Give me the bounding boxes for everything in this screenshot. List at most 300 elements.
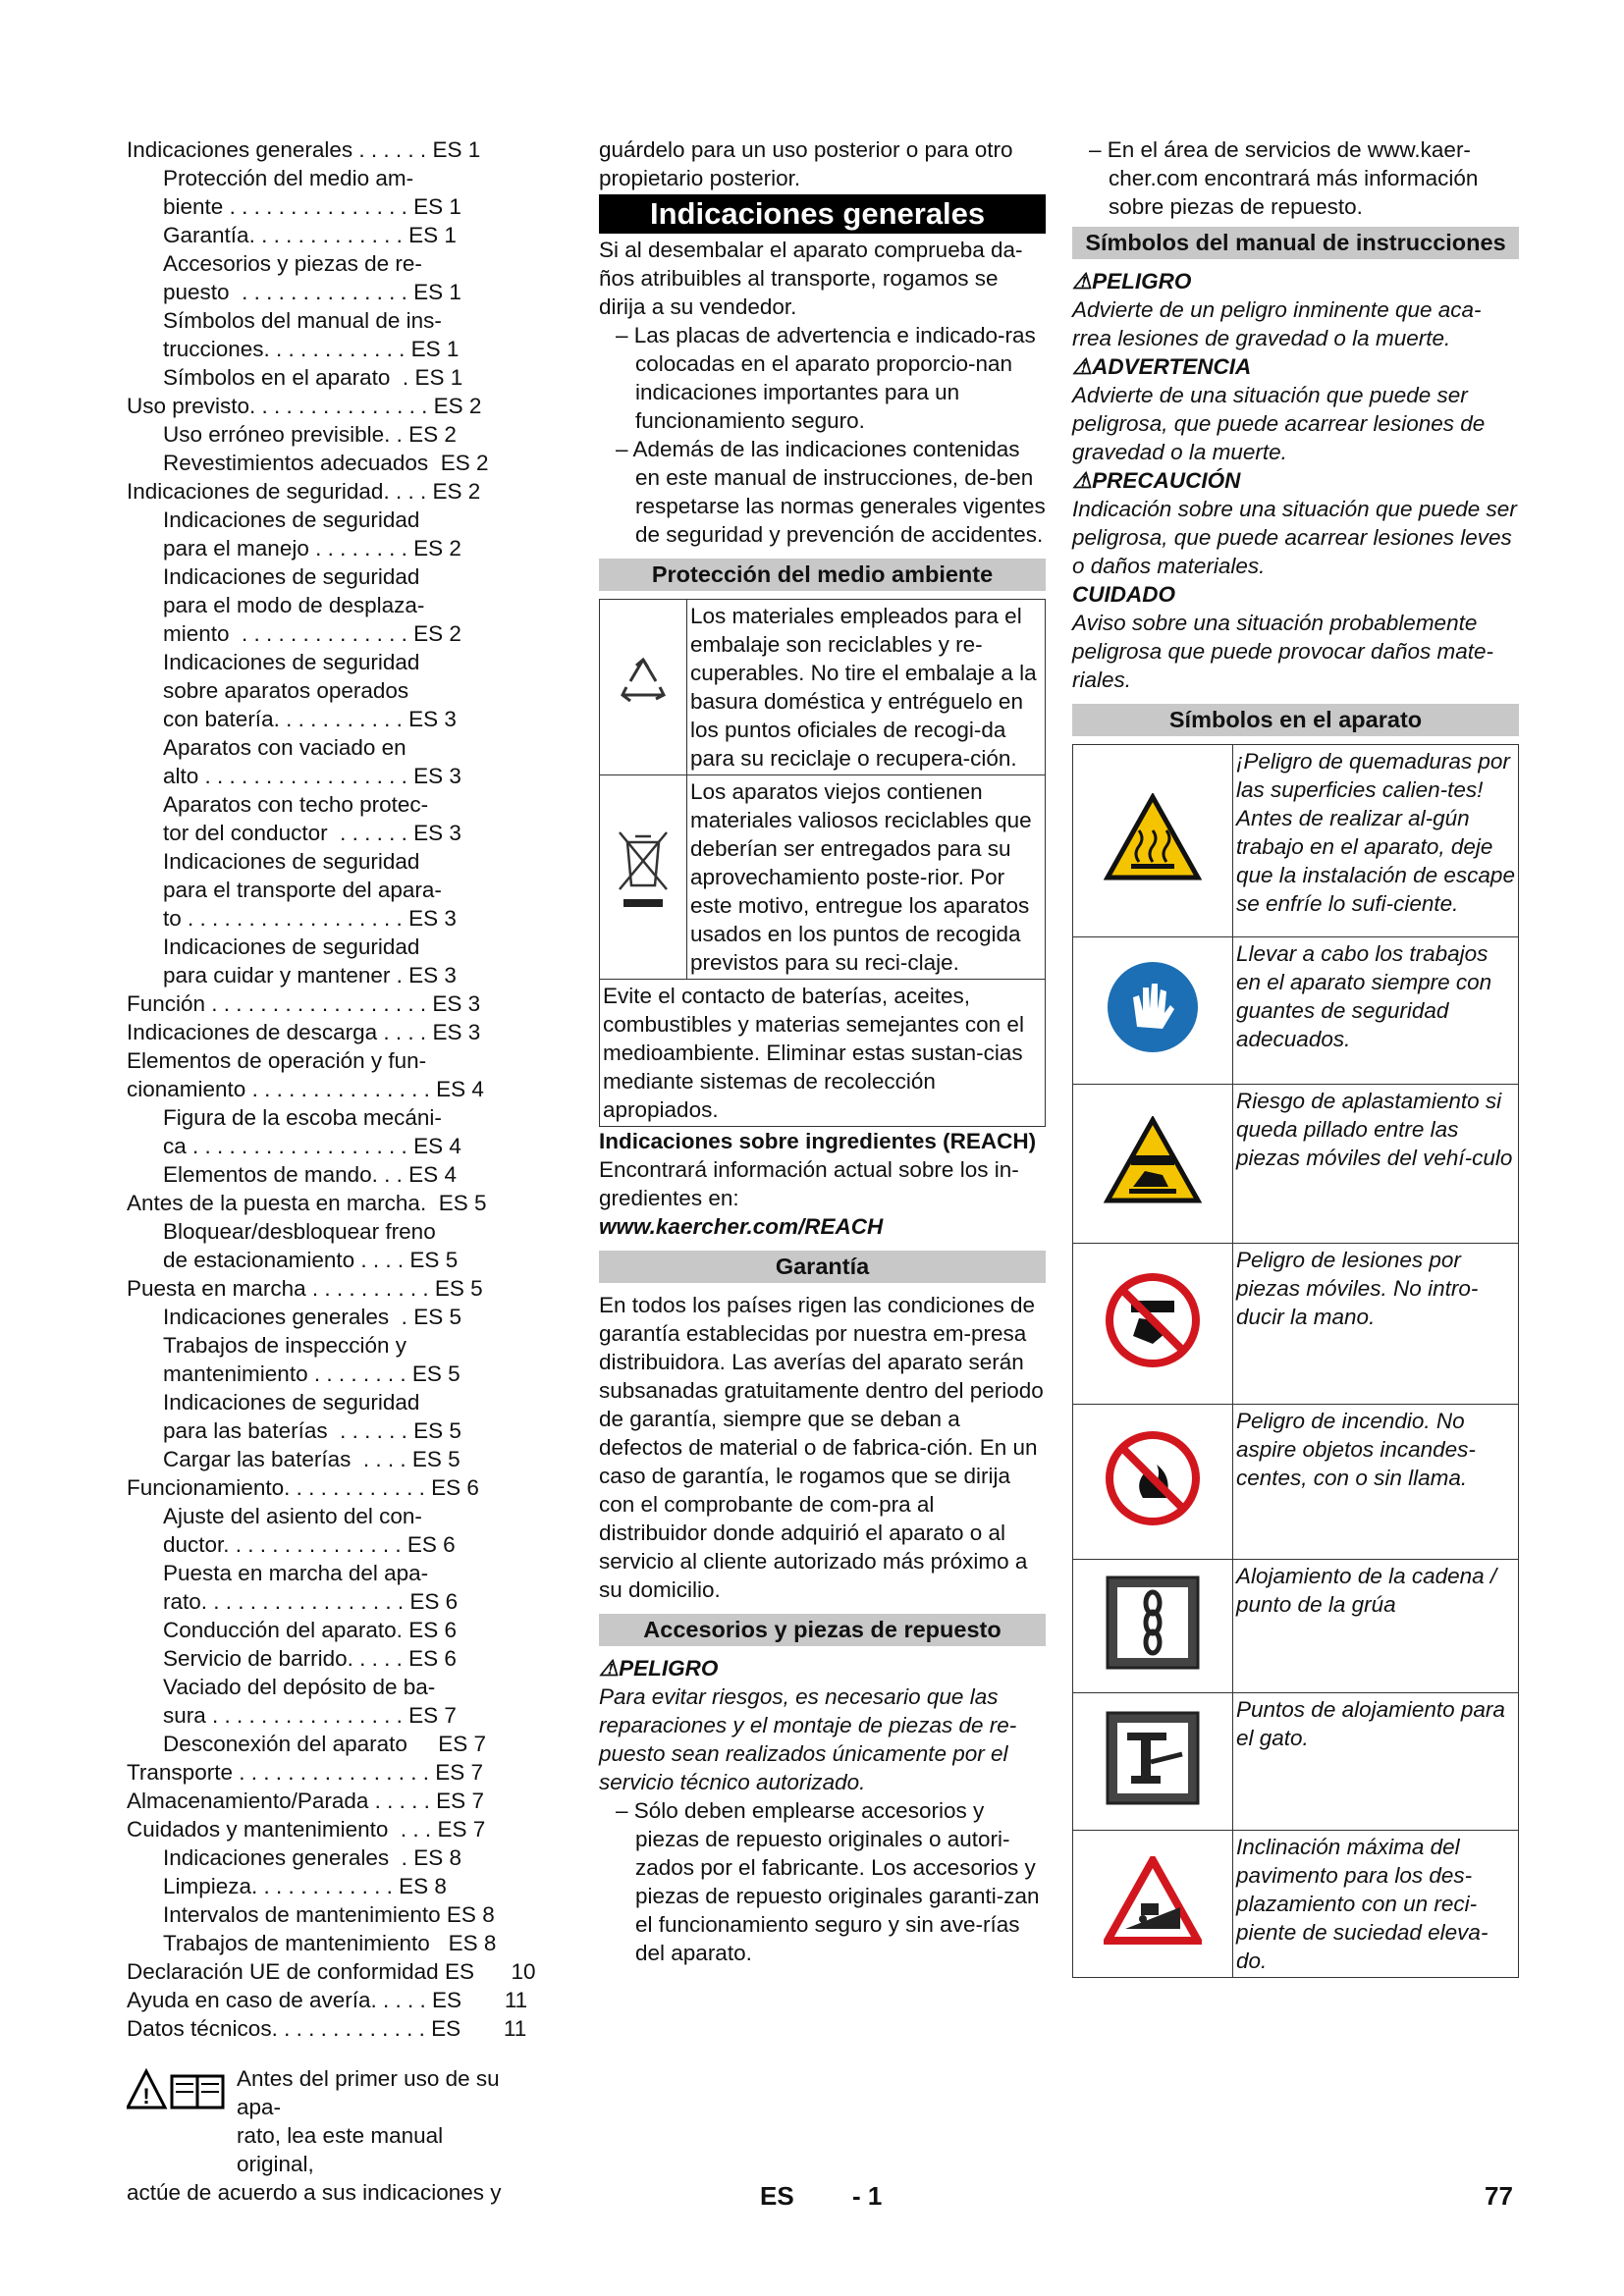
toc-entry-label: rato: [163, 1589, 201, 1614]
symbol-text: Alojamiento de la cadena / punto de la grúa: [1233, 1560, 1519, 1693]
toc-entry-dots: . . . .: [351, 1447, 406, 1471]
warning-triangle-icon: ⚠: [1072, 354, 1093, 379]
environment-table: [599, 599, 1046, 1127]
toc-entry[interactable]: [127, 989, 510, 1018]
toc-entry-page: ES 2: [433, 394, 482, 418]
cuidado-text: Aviso sobre una situación probablemente peligrosa que puede provocar daños mate-riales.: [1072, 611, 1494, 692]
toc-entry-label: Cargar las baterías: [163, 1447, 352, 1471]
toc-entry-label: Conducción del aparato: [163, 1618, 397, 1642]
symbol-row: [1073, 1560, 1519, 1693]
toc-entry-dots: . . . . . . . . . . . . . .: [229, 621, 407, 646]
toc-entry-page: ES 8: [399, 1874, 447, 1898]
toc-entry-label: sobre aparatos operados: [163, 678, 409, 703]
toc-entry[interactable]: [127, 1843, 510, 1872]
toc-entry-label: Símbolos del manual de ins-: [163, 308, 442, 333]
precaucion-text: Indicación sobre una situación que puede ser peligrosa, que puede acarrear lesiones leves o daños materiales.: [1072, 497, 1517, 578]
toc-entry-label: Funcionamiento: [127, 1475, 285, 1500]
toc-entry[interactable]: [127, 1502, 510, 1530]
toc-entry-page: ES 4: [413, 1134, 461, 1158]
toc-entry-page: ES 1: [413, 280, 461, 304]
reach-title: Indicaciones sobre ingredientes (REACH): [599, 1129, 1037, 1153]
peligro-text: Advierte de un peligro inminente que aca-rrea lesiones de gravedad o la muerte.: [1072, 297, 1482, 350]
toc-entry-label: Indicaciones de seguridad: [163, 564, 420, 589]
toc-entry-page: ES 11: [431, 2016, 527, 2041]
symbol-text: Puntos de alojamiento para el gato.: [1233, 1693, 1519, 1831]
toc-entry[interactable]: [127, 506, 510, 534]
general-bullet-2: – Además de las indicaciones contenidas en este manual de instrucciones, de-ben respetarse las normas generales vigentes de seguridad y prevención de accidentes.: [616, 437, 1046, 547]
column-3: [1072, 135, 1519, 1978]
toc-entry[interactable]: [127, 1075, 510, 1103]
toc-entry-label: Trabajos de mantenimiento: [163, 1931, 430, 1955]
toc-entry[interactable]: [127, 278, 510, 306]
toc-entry-page: ES 4: [408, 1162, 457, 1187]
toc-entry-label: ductor: [163, 1532, 224, 1557]
continued-text-1: guárdelo para un uso posterior o para otro: [599, 137, 1013, 162]
toc-entry-dots: . . . . . .: [352, 137, 427, 162]
toc-entry[interactable]: [127, 477, 510, 506]
toc-entry[interactable]: [127, 1701, 510, 1730]
toc-entry[interactable]: [127, 1900, 510, 1929]
toc-entry-page: ES 6: [409, 1589, 459, 1614]
footer-local-page: - 1: [852, 2181, 883, 2211]
warning-triangle-icon: ⚠: [599, 1656, 620, 1681]
toc-entry-label: para cuidar y mantener: [163, 963, 391, 988]
warning-and-manual-icon: [127, 2068, 233, 2111]
warning-triangle-icon: ⚠: [1072, 468, 1093, 493]
environment-row: [600, 980, 1046, 1127]
toc-entry-dots: . . . . . . . . . . . .: [263, 337, 406, 361]
toc-entry-dots: . . .: [388, 1817, 432, 1842]
reach-link[interactable]: www.kaercher.com/REACH: [599, 1214, 884, 1239]
toc-entry-label: ca: [163, 1134, 187, 1158]
toc-entry[interactable]: [127, 1360, 510, 1388]
toc-entry[interactable]: [127, 1303, 510, 1331]
toc-entry[interactable]: [127, 1132, 510, 1160]
toc-entry-dots: . . . . .: [347, 1646, 403, 1671]
toc-entry-page: ES 1: [410, 337, 460, 361]
symbol-text: Peligro de incendio. No aspire objetos incandes-centes, con o sin llama.: [1233, 1405, 1519, 1560]
symbol-text: Peligro de lesiones por piezas móviles. No intro-ducir la mano.: [1233, 1244, 1519, 1405]
toc-entry-page: ES 1: [413, 194, 461, 219]
environment-old-devices-text: Los aparatos viejos contienen materiales valiosos reciclables que deberían ser entregados para su aprovechamiento poste-rior. Por este motivo, entregue los aparatos usados en los puntos de recogida previstos para su reci-claje.: [687, 775, 1046, 980]
accessories-danger-label: ⚠PELIGRO: [599, 1656, 719, 1681]
toc-entry[interactable]: [127, 733, 510, 762]
toc-entry-label: Aparatos con vaciado en: [163, 735, 406, 760]
symbol-row: [1073, 745, 1519, 937]
toc-entry[interactable]: [127, 1388, 510, 1416]
toc-entry-dots: .: [390, 963, 403, 988]
toc-entry-page: ES 2: [440, 451, 489, 475]
toc-entry-label: Transporte: [127, 1760, 233, 1785]
toc-entry-page: ES 3: [408, 906, 457, 931]
table-of-contents: [127, 135, 536, 2207]
toc-entry-label: Uso erróneo previsible: [163, 422, 385, 447]
toc-entry-page: ES 8: [448, 1931, 497, 1955]
toc-entry[interactable]: [127, 1416, 510, 1445]
toc-entry-label: Datos técnicos: [127, 2016, 272, 2041]
column-2: [599, 135, 1046, 1967]
toc-entry-page: ES 6: [406, 1532, 456, 1557]
toc-list: [127, 135, 536, 2043]
toc-entry[interactable]: [127, 449, 510, 477]
toc-entry-label: biente: [163, 194, 224, 219]
toc-entry-page: ES 3: [408, 963, 457, 988]
cuidado-label: CUIDADO: [1072, 582, 1175, 607]
toc-entry[interactable]: [127, 961, 510, 989]
toc-entry[interactable]: [127, 819, 510, 847]
toc-entry-label: to: [163, 906, 182, 931]
toc-entry-label: Aparatos con techo protec-: [163, 792, 429, 817]
service-bullet: – En el área de servicios de www.kaer-cher.com encontrará más información sobre piezas de repuesto.: [1089, 137, 1479, 219]
toc-entry-page: ES 8: [413, 1845, 461, 1870]
toc-entry-dots: . . . . . . . . . . . . . . .: [223, 194, 407, 219]
toc-entry-label: Indicaciones de seguridad: [163, 650, 420, 674]
accessories-bullet-1: – Sólo deben emplearse accesorios y piezas de repuesto originales o autori-zados por el fabricante. Los accesorios y piezas de repuesto originales garanti-zan el funcionamiento seguro y sin ave-rías del aparato.: [616, 1798, 1040, 1965]
toc-entry-label: Ayuda en caso de avería: [127, 1988, 371, 2012]
toc-entry[interactable]: [127, 1189, 510, 1217]
toc-entry[interactable]: [127, 1217, 510, 1246]
toc-entry[interactable]: [127, 1872, 510, 1900]
environment-row: [600, 775, 1046, 980]
toc-entry[interactable]: [127, 2014, 527, 2043]
toc-entry-dots: . . .: [371, 1162, 403, 1187]
toc-entry[interactable]: [127, 1815, 510, 1843]
toc-entry-label: con batería: [163, 707, 274, 731]
toc-entry-dots: .: [390, 365, 409, 390]
toc-entry-label: Puesta en marcha del apa-: [163, 1561, 429, 1585]
section-heading-accessories: Accesorios y piezas de repuesto: [599, 1614, 1046, 1646]
toc-entry-label: para el modo de desplaza-: [163, 593, 425, 617]
toc-entry-label: Accesorios y piezas de re-: [163, 251, 422, 276]
toc-entry-label: Intervalos de mantenimiento: [163, 1902, 441, 1927]
toc-entry-dots: . . . . . . . . . . . . . .: [229, 280, 407, 304]
toc-entry-page: ES 7: [438, 1732, 486, 1756]
toc-entry-dots: . . . . . . . . . . . . . . . . . .: [181, 906, 403, 931]
toc-entry-dots: . . . .: [354, 1248, 405, 1272]
toc-entry[interactable]: [127, 1274, 510, 1303]
toc-entry-label: Indicaciones de seguridad: [163, 849, 420, 874]
toc-entry-page: ES 1: [432, 137, 481, 162]
toc-entry-dots: [407, 1732, 432, 1756]
toc-entry[interactable]: [127, 306, 510, 335]
toc-entry-dots: . . . . . . . . . . . . . . . .: [232, 1760, 430, 1785]
toc-entry-label: Garantía: [163, 223, 249, 247]
toc-entry-page: ES 5: [413, 1305, 461, 1329]
toc-entry-dots: . . . . . . . .: [307, 1362, 406, 1386]
precaucion-label: ⚠PRECAUCIÓN: [1072, 468, 1241, 493]
toc-entry-dots: .: [389, 1305, 407, 1329]
section-heading-device-symbols: Símbolos en el aparato: [1072, 704, 1519, 736]
toc-entry-page: ES 11: [432, 1988, 528, 2012]
toc-entry[interactable]: [127, 164, 510, 192]
intro-line-3: actúe de acuerdo a sus indicaciones y: [127, 2180, 502, 2205]
peligro-label: ⚠PELIGRO: [1072, 269, 1192, 294]
toc-entry-page: ES 7: [435, 1760, 484, 1785]
toc-entry-label: Ajuste del asiento del con-: [163, 1504, 422, 1528]
toc-entry[interactable]: [127, 762, 510, 790]
toc-entry-label: mantenimiento: [163, 1362, 308, 1386]
intro-line-1: Antes del primer uso de su apa-: [237, 2066, 500, 2119]
toc-entry-label: Símbolos en el aparato: [163, 365, 391, 390]
toc-entry-label: Almacenamiento/Parada: [127, 1789, 369, 1813]
environment-row: [600, 600, 1046, 775]
footer-page-number: 77: [1485, 2181, 1513, 2211]
toc-entry[interactable]: [127, 591, 510, 619]
toc-entry-label: Uso previsto: [127, 394, 250, 418]
symbol-text: ¡Peligro de quemaduras por las superficies calien-tes! Antes de realizar al-gún trabajo en el aparato, deje que la instalación de escape se enfríe lo sufi-ciente.: [1233, 745, 1519, 937]
toc-entry[interactable]: [127, 705, 510, 733]
toc-entry[interactable]: [127, 1730, 510, 1758]
toc-entry-dots: . . . . . . . . . . . . . . . .: [205, 1703, 403, 1728]
toc-entry-dots: . .: [384, 422, 403, 447]
toc-entry[interactable]: [127, 1986, 528, 2014]
toc-entry-label: para las baterías: [163, 1418, 328, 1443]
toc-entry[interactable]: [127, 1530, 510, 1559]
toc-entry-dots: . . . . . . . . . . . .: [251, 1874, 393, 1898]
toc-entry-label: Indicaciones de seguridad: [163, 507, 420, 532]
toc-entry-dots: . . . . . . . . . . . . . . . . . .: [186, 1134, 407, 1158]
toc-entry-label: Indicaciones de seguridad: [163, 934, 420, 959]
toc-entry-label: Puesta en marcha: [127, 1276, 306, 1301]
symbol-row: [1073, 1831, 1519, 1978]
toc-entry-label: Antes de la puesta en marcha.: [127, 1191, 427, 1215]
toc-entry-dots: . . . . . . . . . . . . . . . . .: [198, 764, 407, 788]
toc-entry-page: ES 2: [432, 479, 481, 504]
toc-entry-page: ES 3: [413, 821, 461, 845]
toc-entry-page: ES 10: [444, 1959, 536, 1984]
toc-entry-dots: . . . . . . . . . . . . . . .: [249, 394, 428, 418]
toc-entry-label: Revestimientos adecuados: [163, 451, 429, 475]
toc-entry-dots: . . . . . .: [327, 1418, 407, 1443]
toc-entry-dots: . . . . . . . . . . . . .: [271, 2016, 425, 2041]
toc-entry[interactable]: [127, 1445, 510, 1473]
warning-triangle-icon: ⚠: [1072, 269, 1093, 294]
general-bullet-1: – Las placas de advertencia e indicado-ras colocadas en el aparato proporcio-nan indicaciones importantes para un funcionamiento seguro.: [616, 323, 1036, 433]
toc-entry-label: tor del conductor: [163, 821, 328, 845]
svg-text:!: !: [142, 2084, 150, 2109]
reach-text: Encontrará información actual sobre los in-gredientes en:: [599, 1157, 1019, 1210]
environment-packaging-text: Los materiales empleados para el embalaje son reciclables y re-cuperables. No tire el embalaje a la basura doméstica y entréguelo en los puntos oficiales de recogi-da para su reciclaje o recupera-ción.: [687, 600, 1046, 775]
toc-entry[interactable]: [127, 1644, 510, 1673]
toc-entry-label: miento: [163, 621, 230, 646]
toc-entry-page: ES 3: [413, 764, 461, 788]
toc-entry-page: ES 1: [408, 223, 457, 247]
continued-text-2: propietario posterior.: [599, 166, 801, 190]
section-heading-environment: Protección del medio ambiente: [599, 559, 1046, 591]
toc-entry[interactable]: [127, 192, 510, 221]
toc-entry-dots: .: [389, 1845, 407, 1870]
toc-entry[interactable]: [127, 534, 510, 562]
toc-entry[interactable]: [127, 790, 510, 819]
toc-entry-dots: . . . . .: [368, 1789, 430, 1813]
toc-entry[interactable]: [127, 1103, 510, 1132]
toc-entry-dots: . . . .: [377, 1020, 427, 1044]
toc-entry-label: puesto: [163, 280, 230, 304]
recycling-icon: [600, 600, 687, 775]
toc-entry-label: Vaciado del depósito de ba-: [163, 1675, 436, 1699]
toc-entry[interactable]: [127, 249, 510, 278]
symbol-row: [1073, 1405, 1519, 1560]
toc-entry[interactable]: [127, 392, 510, 420]
jack-point-icon: [1073, 1693, 1233, 1831]
toc-entry-page: ES 7: [436, 1789, 484, 1813]
general-paragraph: Si al desembalar el aparato comprueba da-ños atribuibles al transporte, rogamos se dirija a su vendedor.: [599, 238, 1023, 319]
gloves-icon: [1073, 937, 1233, 1085]
device-symbols-table: [1072, 744, 1519, 1978]
toc-entry-label: Servicio de barrido: [163, 1646, 348, 1671]
toc-entry-page: ES 3: [432, 1020, 481, 1044]
toc-entry-label: alto: [163, 764, 199, 788]
toc-entry-page: ES 2: [408, 422, 457, 447]
toc-entry[interactable]: [127, 363, 510, 392]
intro-note: [127, 2064, 510, 2207]
toc-entry[interactable]: [127, 1673, 510, 1701]
toc-entry-dots: [430, 1931, 443, 1955]
toc-entry-dots: . . . . . . . . . . . . . . .: [245, 1077, 430, 1101]
toc-entry[interactable]: [127, 1758, 510, 1787]
toc-entry[interactable]: [127, 135, 510, 164]
toc-entry-dots: . . . . . . . . . . .: [273, 707, 403, 731]
symbol-row: [1073, 1085, 1519, 1244]
toc-entry[interactable]: [127, 1957, 536, 1986]
symbol-text: Riesgo de aplastamiento si queda pillado entre las piezas móviles del vehí-culo: [1233, 1085, 1519, 1244]
max-incline-icon: [1073, 1831, 1233, 1978]
toc-entry-dots: . . . . . . . . . . . . .: [248, 223, 403, 247]
environment-batteries-text: Evite el contacto de baterías, aceites, combustibles y materias semejantes con el medioambiente. Eliminar estas sustan-cias mediante sistemas de recolección apropiados.: [600, 980, 1046, 1127]
toc-entry-label: Indicaciones generales: [127, 137, 353, 162]
toc-entry-page: ES 5: [434, 1276, 483, 1301]
toc-entry-label: Indicaciones generales: [163, 1305, 390, 1329]
toc-entry-dots: . . . . . . . . . . . . . . . . . .: [205, 991, 427, 1016]
toc-entry[interactable]: [127, 904, 510, 933]
toc-entry[interactable]: [127, 1246, 510, 1274]
toc-entry-label: de estacionamiento: [163, 1248, 355, 1272]
symbol-row: [1073, 1244, 1519, 1405]
toc-entry-label: Indicaciones generales: [163, 1845, 390, 1870]
section-heading-manual-symbols: Símbolos del manual de instrucciones: [1072, 227, 1519, 259]
toc-entry-label: trucciones: [163, 337, 264, 361]
toc-entry[interactable]: [127, 933, 510, 961]
symbol-text: Inclinación máxima del pavimento para los des-plazamiento con un reci-piente de suciedad eleva-do.: [1233, 1831, 1519, 1978]
toc-entry-label: Protección del medio am-: [163, 166, 414, 190]
toc-entry[interactable]: [127, 1616, 510, 1644]
advertencia-label: ⚠ADVERTENCIA: [1072, 354, 1252, 379]
no-hands-icon: [1073, 1244, 1233, 1405]
toc-entry-page: ES 2: [413, 536, 461, 561]
toc-entry-dots: .: [396, 1618, 403, 1642]
toc-entry[interactable]: [127, 847, 510, 876]
toc-entry-label: Bloquear/desbloquear freno: [163, 1219, 436, 1244]
toc-entry-label: para el manejo: [163, 536, 309, 561]
toc-entry-page: ES 5: [438, 1191, 487, 1215]
toc-entry[interactable]: [127, 1787, 510, 1815]
no-fire-icon: [1073, 1405, 1233, 1560]
toc-entry-page: ES 5: [411, 1362, 460, 1386]
toc-entry-dots: . . . . .: [370, 1988, 426, 2012]
footer-language: ES: [760, 2181, 794, 2211]
hot-surface-icon: [1073, 745, 1233, 937]
chain-hook-icon: [1073, 1560, 1233, 1693]
toc-entry[interactable]: [127, 562, 510, 591]
toc-entry-label: Trabajos de inspección y: [163, 1333, 407, 1358]
toc-entry-dots: . . . . . . . . . . . . . . . . .: [200, 1589, 405, 1614]
accessories-danger-text: Para evitar riesgos, es necesario que las reparaciones y el montaje de piezas de re-puesto sean realizados únicamente por el servicio técnico autorizado.: [599, 1684, 1017, 1794]
toc-entry[interactable]: [127, 420, 510, 449]
toc-entry-dots: . . . . . . . .: [308, 536, 407, 561]
toc-entry[interactable]: [127, 1929, 510, 1957]
toc-entry-dots: . . . .: [383, 479, 427, 504]
toc-entry-page: ES 1: [414, 365, 463, 390]
toc-entry-page: ES 4: [436, 1077, 484, 1101]
toc-entry-page: ES 8: [446, 1902, 495, 1927]
toc-entry[interactable]: [127, 1018, 510, 1046]
toc-entry-page: ES 7: [437, 1817, 486, 1842]
toc-entry[interactable]: [127, 1046, 510, 1075]
toc-entry[interactable]: [127, 619, 510, 648]
section-heading-warranty: Garantía: [599, 1251, 1046, 1283]
toc-entry[interactable]: [127, 676, 510, 705]
toc-entry-label: Función: [127, 991, 206, 1016]
toc-entry[interactable]: [127, 1587, 510, 1616]
toc-entry[interactable]: [127, 1331, 510, 1360]
toc-entry-label: para el transporte del apara-: [163, 878, 442, 902]
toc-entry-page: ES 6: [408, 1646, 457, 1671]
toc-entry[interactable]: [127, 1473, 510, 1502]
toc-entry-dots: . . . . . . . . . .: [305, 1276, 429, 1301]
toc-entry-page: ES 6: [431, 1475, 479, 1500]
section-heading-general: Indicaciones generales: [599, 194, 1046, 234]
toc-entry-page: ES 7: [408, 1703, 457, 1728]
toc-entry-page: ES 5: [409, 1248, 459, 1272]
toc-entry-page: ES 5: [411, 1447, 460, 1471]
toc-entry-label: Declaración UE de conformidad: [127, 1959, 439, 1984]
toc-entry-label: Figura de la escoba mecáni-: [163, 1105, 442, 1130]
toc-entry-dots: . . . . . . . . . . . .: [284, 1475, 425, 1500]
toc-entry-label: sura: [163, 1703, 206, 1728]
symbol-row: [1073, 1693, 1519, 1831]
toc-entry-dots: . . . . . .: [327, 821, 407, 845]
advertencia-text: Advierte de una situación que puede ser peligrosa, que puede acarrear lesiones de gravedad o la muerte.: [1072, 383, 1486, 464]
crush-hazard-icon: [1073, 1085, 1233, 1244]
toc-entry-label: Cuidados y mantenimiento: [127, 1817, 389, 1842]
toc-entry-label: Indicaciones de descarga: [127, 1020, 378, 1044]
toc-entry-label: Limpieza: [163, 1874, 252, 1898]
crossed-bin-icon: [600, 775, 687, 980]
intro-line-2: rato, lea este manual original,: [237, 2123, 444, 2176]
toc-entry-page: ES 3: [432, 991, 481, 1016]
symbol-text: Llevar a cabo los trabajos en el aparato siempre con guantes de seguridad adecuados.: [1233, 937, 1519, 1085]
warranty-text: En todos los países rigen las condiciones de garantía establecidas por nuestra em-presa distribuidora. Las averías del aparato serán subsanadas gratuitamente dentro del periodo de garantía, siempre que se deban a defectos de material o de fabrica-ción. En un caso de garantía, le rogamos que se dirija con el comprobante de com-pra al distribuidor donde adquirió el aparato o al servicio al cliente autorizado más próximo a su domicilio.: [599, 1293, 1044, 1602]
toc-entry[interactable]: [127, 335, 510, 363]
toc-entry-page: ES 5: [413, 1418, 461, 1443]
toc-entry-label: Indicaciones de seguridad: [163, 1390, 420, 1415]
toc-entry-label: Elementos de mando: [163, 1162, 372, 1187]
toc-entry-label: Desconexión del aparato: [163, 1732, 407, 1756]
toc-entry[interactable]: [127, 221, 510, 249]
toc-entry[interactable]: [127, 1160, 510, 1189]
symbol-row: [1073, 937, 1519, 1085]
toc-entry-page: ES 6: [408, 1618, 457, 1642]
toc-entry[interactable]: [127, 1559, 510, 1587]
toc-entry[interactable]: [127, 876, 510, 904]
toc-entry-page: ES 2: [413, 621, 461, 646]
toc-entry-label: Elementos de operación y fun-: [127, 1048, 427, 1073]
toc-entry-label: cionamiento: [127, 1077, 246, 1101]
toc-entry-label: Indicaciones de seguridad: [127, 479, 384, 504]
toc-entry-page: ES 3: [408, 707, 457, 731]
toc-entry[interactable]: [127, 648, 510, 676]
toc-entry-dots: . . . . . . . . . . . . . . .: [223, 1532, 402, 1557]
